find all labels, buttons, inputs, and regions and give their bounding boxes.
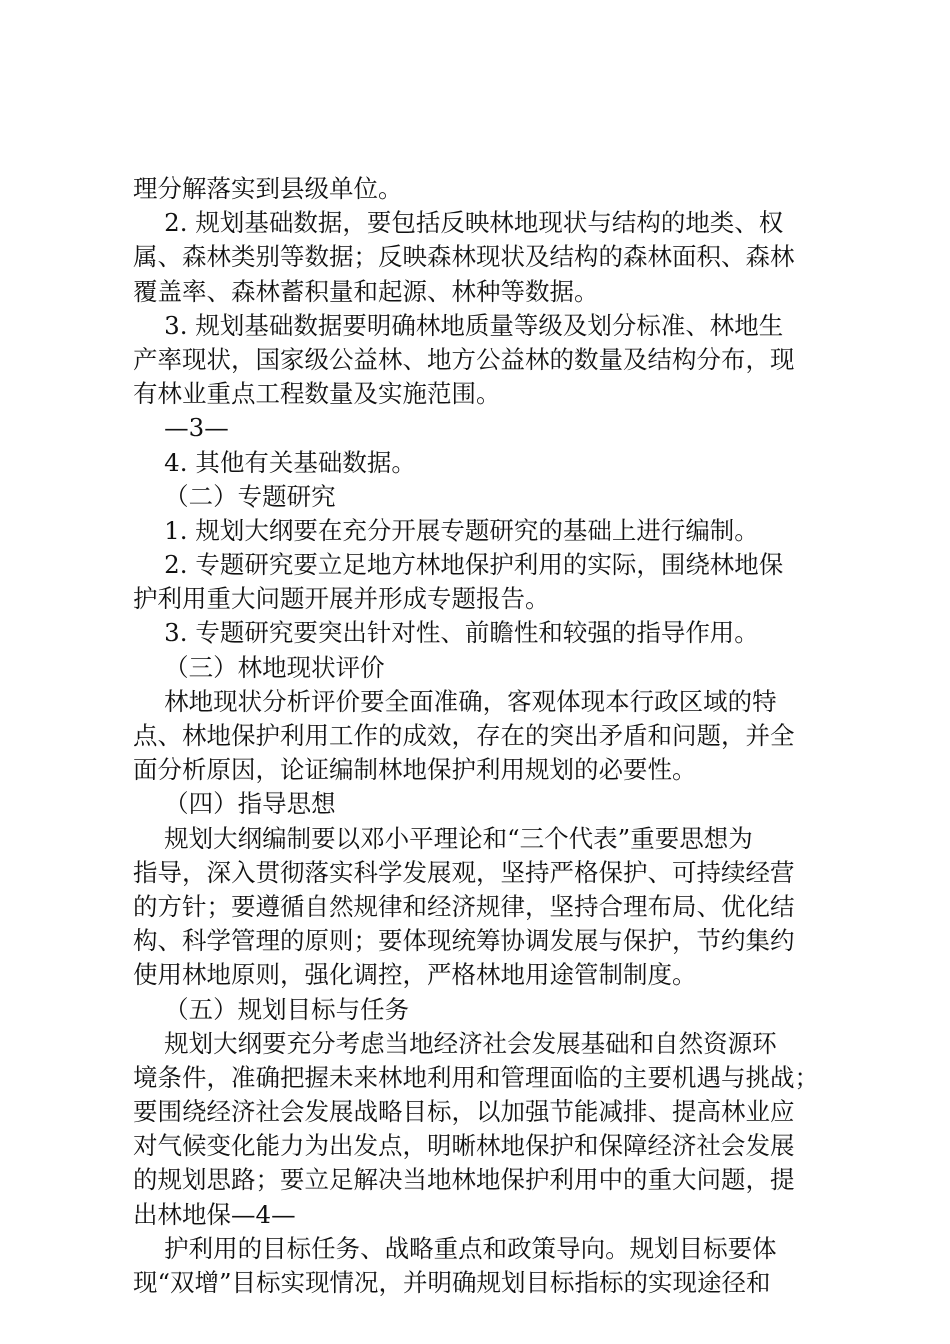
- text-line: 规划大纲编制要以邓小平理论和“三个代表”重要思想为: [133, 823, 753, 853]
- section-heading: （二）专题研究: [133, 481, 336, 511]
- page-number: —3—: [133, 413, 229, 443]
- section-heading: （四）指导思想: [133, 789, 336, 819]
- text-line: 要围绕经济社会发展战略目标，以加强节能减排、提高林业应: [133, 1097, 795, 1127]
- text-line: 构、科学管理的原则；要体现统筹协调发展与保护，节约集约: [133, 926, 795, 956]
- text-line: 的方针；要遵循自然规律和经济规律，坚持合理布局、优化结: [133, 891, 795, 921]
- text-line: 属、森林类别等数据；反映森林现状及结构的森林面积、森林: [133, 242, 795, 272]
- text-line: 2. 规划基础数据，要包括反映林地现状与结构的地类、权: [133, 208, 784, 238]
- text-line: 现“双增”目标实现情况，并明确规划目标指标的实现途径和: [133, 1268, 771, 1297]
- text-line: 对气候变化能力为出发点，明晰林地保护和保障经济社会发展: [133, 1131, 795, 1161]
- text-line: 出林地保—4—: [133, 1199, 296, 1229]
- document-body: [133, 172, 833, 1300]
- text-line: 使用林地原则，强化调控，严格林地用途管制制度。: [133, 960, 697, 990]
- text-line: 3. 专题研究要突出针对性、前瞻性和较强的指导作用。: [133, 618, 759, 648]
- text-line: 规划大纲要充分考虑当地经济社会发展基础和自然资源环: [133, 1028, 777, 1058]
- text-line: 护利用重大问题开展并形成专题报告。: [133, 584, 550, 614]
- text-line: 理分解落实到县级单位。: [133, 174, 403, 203]
- section-heading: （三）林地现状评价: [133, 652, 385, 682]
- text-line: 覆盖率、森林蓄积量和起源、林种等数据。: [133, 276, 599, 306]
- text-line: 点、林地保护利用工作的成效，存在的突出矛盾和问题，并全: [133, 721, 795, 750]
- section-heading: （五）规划目标与任务: [133, 994, 410, 1024]
- text-line: 产率现状，国家级公益林、地方公益林的数量及结构分布，现: [133, 344, 795, 374]
- text-line: 面分析原因，论证编制林地保护利用规划的必要性。: [133, 755, 697, 785]
- text-line: 境条件，准确把握未来林地利用和管理面临的主要机遇与挑战；: [133, 1062, 819, 1092]
- text-line: 有林业重点工程数量及实施范围。: [133, 379, 501, 409]
- text-line: 1. 规划大纲要在充分开展专题研究的基础上进行编制。: [133, 515, 759, 545]
- text-line: 的规划思路；要立足解决当地林地保护利用中的重大问题，提: [133, 1165, 795, 1195]
- text-line: 2. 专题研究要立足地方林地保护利用的实际，围绕林地保: [133, 550, 784, 580]
- text-line: 4. 其他有关基础数据。: [133, 447, 416, 477]
- text-line: 护利用的目标任务、战略重点和政策导向。规划目标要体: [133, 1233, 777, 1263]
- text-line: 林地现状分析评价要全面准确，客观体现本行政区域的特: [133, 686, 777, 716]
- text-line: 指导，深入贯彻落实科学发展观，坚持严格保护、可持续经营: [133, 857, 795, 887]
- text-line: 3. 规划基础数据要明确林地质量等级及划分标准、林地生: [133, 310, 784, 340]
